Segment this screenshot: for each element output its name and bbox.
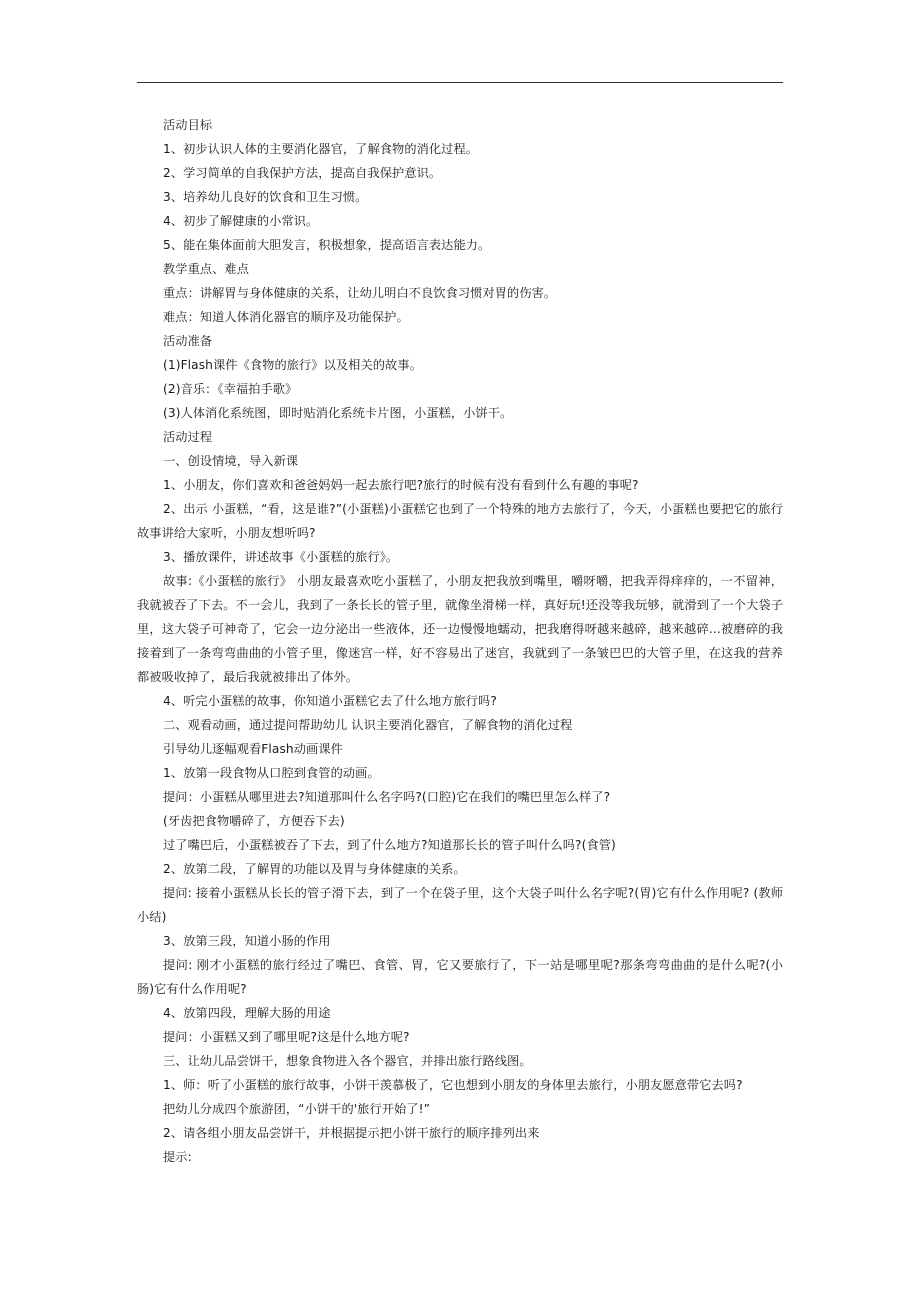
step-paragraph: 3、放第三段，知道小肠的作用: [163, 934, 331, 948]
preparation-item: (1)Flash课件《食物的旅行》以及相关的故事。: [163, 358, 422, 372]
step-paragraph: 2、出示 小蛋糕，“看，这是谁?”(小蛋糕)小蛋糕它也到了一个特殊的地方去旅行了，今天，小蛋糕也要把它的旅行故事讲给大家听，小朋友想听吗?: [137, 502, 783, 540]
section-heading-process: 活动过程: [163, 430, 213, 444]
step-paragraph: 把幼儿分成四个旅游团，“小饼干的'旅行开始了!”: [163, 1102, 431, 1116]
document-body: [137, 113, 783, 1169]
header-rule: [137, 82, 783, 83]
step-paragraph: 4、听完小蛋糕的故事，你知道小蛋糕它去了什么地方旅行吗?: [163, 694, 497, 708]
step-paragraph: 1、小朋友，你们喜欢和爸爸妈妈一起去旅行吧?旅行的时候有没有看到什么有趣的事呢?: [163, 478, 639, 492]
step-paragraph: 3、播放课件，讲述故事《小蛋糕的旅行》。: [163, 550, 399, 564]
step-paragraph: 1、师：听了小蛋糕的旅行故事，小饼干羡慕极了，它也想到小朋友的身体里去旅行，小朋友愿意带它去吗?: [163, 1078, 743, 1092]
story-paragraph: 故事:《小蛋糕的旅行》 小朋友最喜欢吃小蛋糕了，小朋友把我放到嘴里，嚼呀嚼，把我弄得痒痒的，一不留神，我就被吞了下去。不一会儿，我到了一条长长的管子里，就像坐滑梯一样，真好玩!还没等我玩够，就滑到了一个大袋子里，这大袋子可神奇了，它会一边分泌出一些液体，还一边慢慢地蠕动，把我磨得呀越来越碎，越来越碎...被磨碎的我接着到了一条弯弯曲曲的小管子里，像迷宫一样，好不容易出了迷宫，我就到了一条皱巴巴的大管子里，在这我的营养都被吸收掉了，最后我就被排出了体外。: [137, 574, 783, 684]
goal-item: 3、培养幼儿良好的饮食和卫生习惯。: [163, 190, 368, 204]
step-heading: 三、让幼儿品尝饼干，想象食物进入各个器官，并排出旅行路线图。: [163, 1054, 532, 1068]
difficult-point: 难点：知道人体消化器官的顺序及功能保护。: [163, 310, 409, 324]
step-paragraph: 2、请各组小朋友品尝饼干，并根据提示把小饼干旅行的顺序排列出来: [163, 1126, 540, 1140]
answer-paragraph: (牙齿把食物嚼碎了，方便吞下去): [163, 814, 345, 828]
goal-item: 5、能在集体面前大胆发言，积极想象，提高语言表达能力。: [163, 238, 491, 252]
step-paragraph: 2、放第二段，了解胃的功能以及胃与身体健康的关系。: [163, 862, 466, 876]
question-paragraph: 提问：小蛋糕又到了哪里呢?这是什么地方呢?: [163, 1030, 410, 1044]
goal-item: 2、学习简单的自我保护方法，提高自我保护意识。: [163, 166, 442, 180]
section-heading-goals: 活动目标: [163, 118, 213, 132]
hint-label: 提示:: [163, 1150, 192, 1164]
step-paragraph: 1、放第一段食物从口腔到食管的动画。: [163, 766, 380, 780]
step-heading: 一、创设情境，导入新课: [163, 454, 299, 468]
preparation-item: (3)人体消化系统图，即时贴消化系统卡片图，小蛋糕，小饼干。: [163, 406, 513, 420]
step-heading: 二、观看动画，通过提问帮助幼儿 认识主要消化器官，了解食物的消化过程: [163, 718, 573, 732]
preparation-item: (2)音乐：《幸福拍手歌》: [163, 382, 298, 396]
question-paragraph: 提问: 接着小蛋糕从长长的管子滑下去，到了一个在袋子里，这个大袋子叫什么名字呢?(胃)它有什么作用呢? (教师小结): [137, 886, 783, 924]
question-paragraph: 提问：小蛋糕从哪里进去?知道那叫什么名字吗?(口腔)它在我们的嘴巴里怎么样了?: [163, 790, 611, 804]
step-paragraph: 引导幼儿逐幅观看Flash动画课件: [163, 742, 343, 756]
key-point: 重点：讲解胃与身体健康的关系，让幼儿明白不良饮食习惯对胃的伤害。: [163, 286, 557, 300]
question-paragraph: 提问: 刚才小蛋糕的旅行经过了嘴巴、食管、胃，它又要旅行了，下一站是哪里呢?那条弯弯曲曲的是什么呢?(小肠)它有什么作用呢?: [137, 958, 783, 996]
section-heading-preparation: 活动准备: [163, 334, 213, 348]
question-paragraph: 过了嘴巴后，小蛋糕被吞了下去，到了什么地方?知道那长长的管子叫什么吗?(食管): [163, 838, 616, 852]
step-paragraph: 4、放第四段，理解大肠的用途: [163, 1006, 331, 1020]
goal-item: 1、初步认识人体的主要消化器官，了解食物的消化过程。: [163, 142, 479, 156]
section-heading-key-points: 教学重点、难点: [163, 262, 250, 276]
goal-item: 4、初步了解健康的小常识。: [163, 214, 319, 228]
